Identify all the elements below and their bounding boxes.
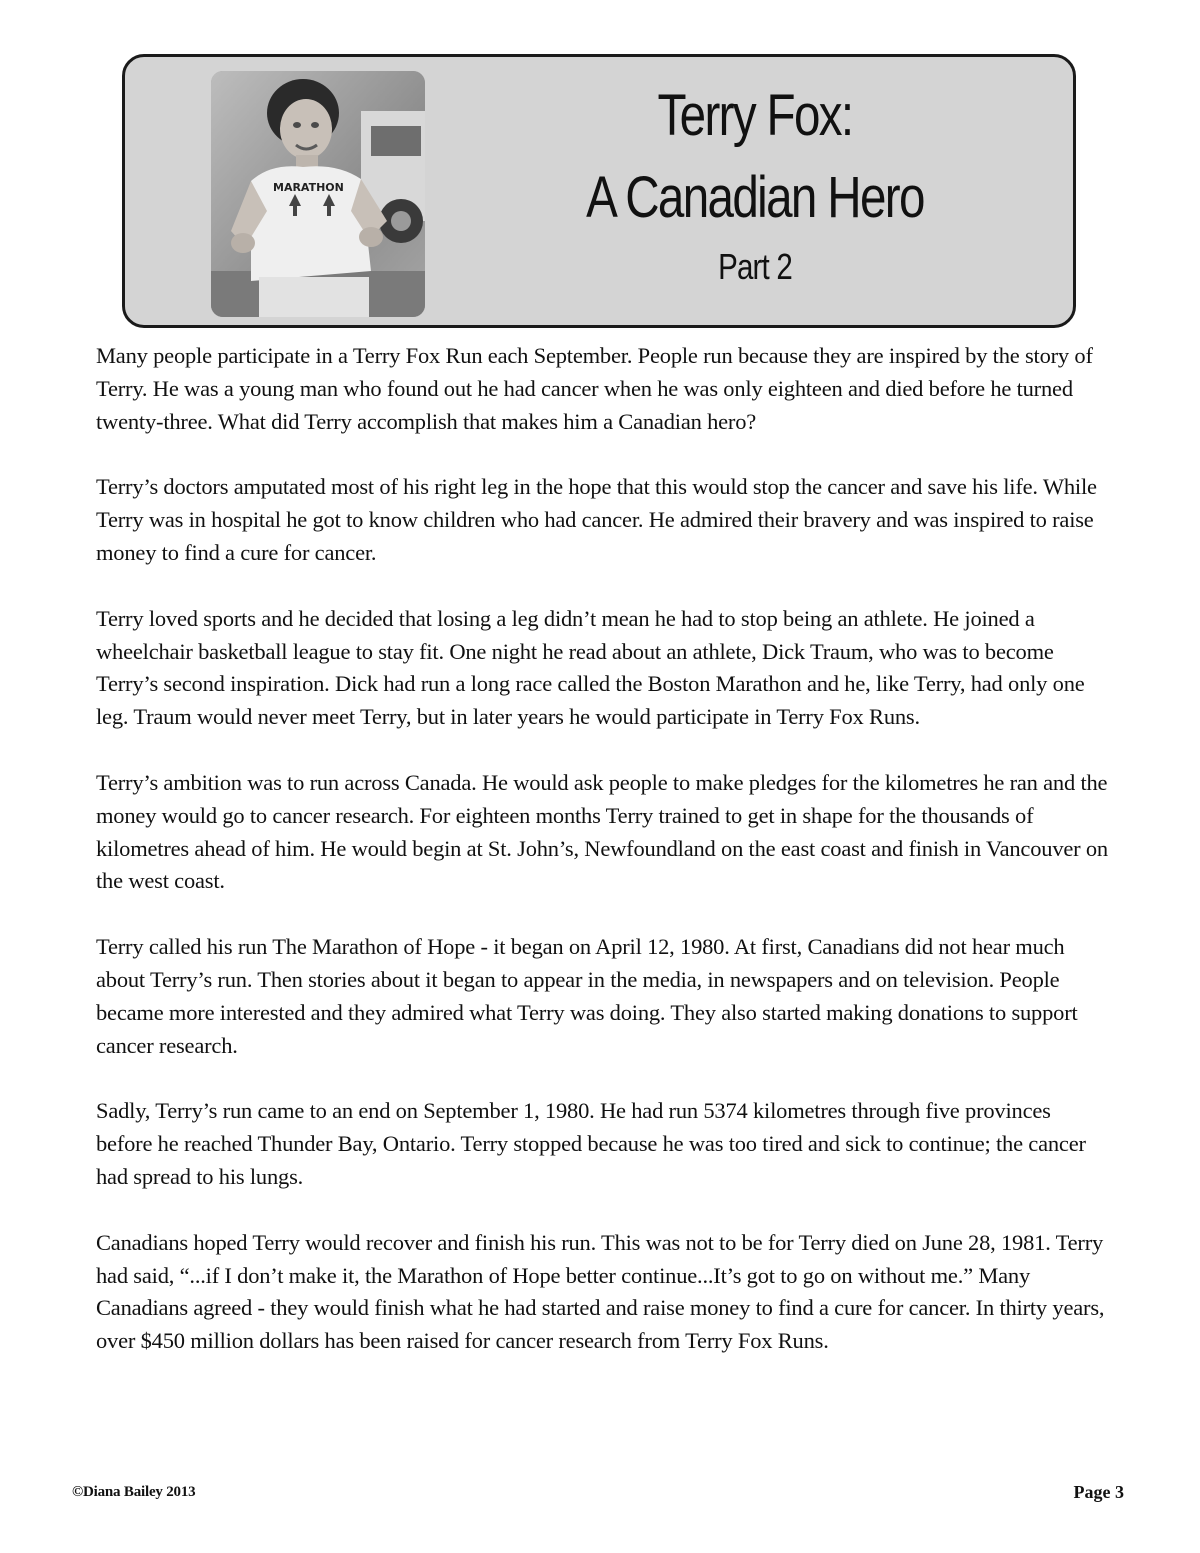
title-banner [122, 54, 1076, 328]
title-line-1: Terry Fox: [657, 83, 853, 148]
terry-fox-photo [211, 71, 425, 317]
paragraph: Terry called his run The Marathon of Hope - it began on April 12, 1980. At first, Canadians did not hear much about Terry’s run. Then stories about it began to appear in the media, in newspapers and on television. People became more interested and they admired what Terry was doing. They also started making donations to support cancer research. [96, 934, 1078, 1058]
page-number: Page 3 [1073, 1482, 1124, 1502]
title-line-2: A Canadian Hero [586, 165, 924, 230]
paragraph: Sadly, Terry’s run came to an end on September 1, 1980. He had run 5374 kilometres through five provinces before he reached Thunder Bay, Ontario. Terry stopped because he was too tired and sick to continue; the cancer had spread to his lungs. [96, 1098, 1086, 1189]
paragraph: Terry’s ambition was to run across Canada. He would ask people to make pledges for the kilometres he ran and the money would go to cancer research. For eighteen months Terry trained to get in shape for the thousands of kilometres ahead of him. He would begin at St. John’s, Newfoundland on the east coast and finish in Vancouver on the west coast. [96, 769, 1108, 894]
part-label: Part 2 [718, 246, 792, 287]
paragraph: Terry’s doctors amputated most of his right leg in the hope that this would stop the cancer and save his life. While Terry was in hospital he got to know children who had cancer. He admired their bravery and was inspired to raise money to find a cure for cancer. [96, 474, 1097, 565]
paragraph: Terry loved sports and he decided that losing a leg didn’t mean he had to stop being an athlete. He joined a wheelchair basketball league to stay fit. One night he read about an athlete, Dick Traum, who was to become Terry’s second inspiration. Dick had run a long race called the Boston Marathon and he, like Terry, had only one leg. Traum would never meet Terry, but in later years he would participate in Terry Fox Runs. [96, 605, 1085, 730]
title-block [455, 75, 1055, 289]
article-body [96, 340, 1108, 1391]
svg-text:MARATHON: MARATHON [273, 181, 344, 194]
paragraph: Many people participate in a Terry Fox Run each September. People run because they are inspired by the story of Terry. He was a young man who found out he had cancer when he was only eighteen and died before he turned twenty-three. What did Terry accomplish that makes him a Canadian hero? [96, 343, 1093, 434]
paragraph: Canadians hoped Terry would recover and finish his run. This was not to be for Terry died on June 28, 1981. Terry had said, “...if I don’t make it, the Marathon of Hope better continue...It’s got to go on without me.” Many Canadians agreed - they would finish what he had started and raise money to find a cure for cancer. In thirty years, over $450 million dollars has been raised for cancer research from Terry Fox Runs. [96, 1229, 1105, 1354]
copyright-notice: ©Diana Bailey 2013 [72, 1484, 196, 1500]
